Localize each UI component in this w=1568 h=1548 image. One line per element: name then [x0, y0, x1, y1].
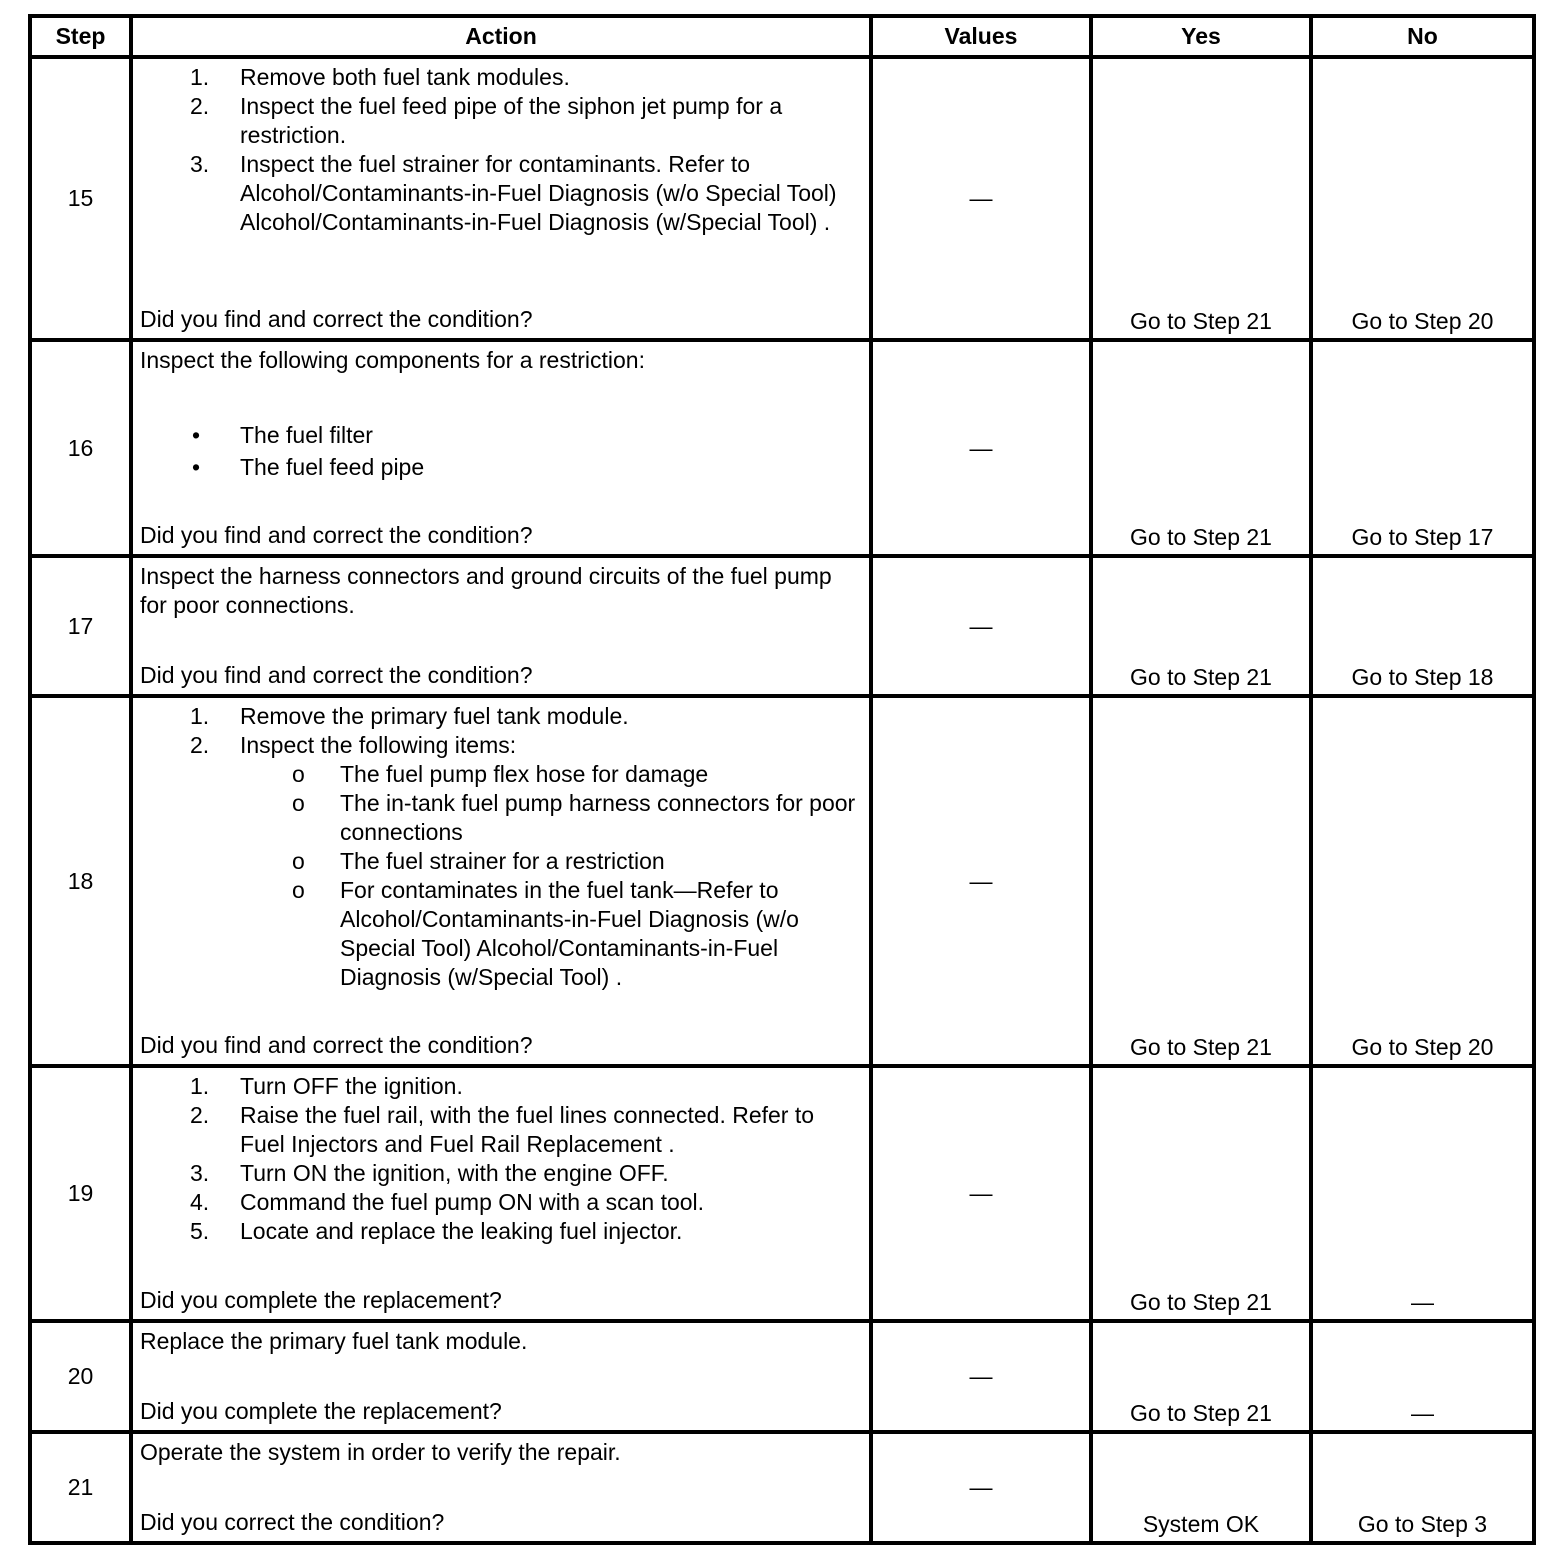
- list-item: • The fuel filter: [192, 422, 373, 448]
- list-item: 2. Inspect the fuel feed pipe of the siphon jet pump for a restriction.: [190, 93, 783, 148]
- sub-list-item: o The fuel strainer for a restriction: [292, 848, 665, 874]
- header-action: Action: [131, 16, 871, 57]
- table-row: [30, 340, 1534, 556]
- question-text: Did you find and correct the condition?: [140, 662, 533, 688]
- header-values: Values: [871, 16, 1091, 57]
- action-cell: [131, 57, 871, 340]
- values-cell: —: [871, 57, 1091, 340]
- step-number: 18: [30, 696, 131, 1066]
- action-intro: Inspect the following components for a restriction:: [140, 347, 645, 373]
- action-cell: [131, 340, 871, 556]
- list-item: 1. Remove both fuel tank modules.: [190, 64, 570, 90]
- table-row: [30, 556, 1534, 696]
- no-cell: Go to Step 3: [1311, 1432, 1534, 1543]
- list-item: 5. Locate and replace the leaking fuel injector.: [190, 1218, 683, 1244]
- values-cell: —: [871, 1321, 1091, 1432]
- no-cell: —: [1311, 1321, 1534, 1432]
- step-number: 17: [30, 556, 131, 696]
- step-number: 19: [30, 1066, 131, 1321]
- yes-cell: System OK: [1091, 1432, 1311, 1543]
- question-text: Did you correct the condition?: [140, 1509, 445, 1535]
- table-row: [30, 57, 1534, 340]
- action-cell: [131, 1066, 871, 1321]
- list-item: 2. Inspect the following items:: [190, 732, 517, 758]
- values-cell: —: [871, 1432, 1091, 1543]
- yes-cell: Go to Step 21: [1091, 57, 1311, 340]
- values-cell: —: [871, 340, 1091, 556]
- sub-list-item: o For contaminates in the fuel tank—Refer to Alcohol/Contaminants-in-Fuel Diagnosis (w/o Special Tool) Alcohol/Contaminants-in-Fuel Diagnosis (w/Special Tool) .: [292, 877, 799, 990]
- values-cell: —: [871, 556, 1091, 696]
- action-intro: Operate the system in order to verify the repair.: [140, 1439, 621, 1465]
- table-row: [30, 696, 1534, 1066]
- table-row: [30, 1321, 1534, 1432]
- header-step: Step: [30, 16, 131, 57]
- yes-cell: Go to Step 21: [1091, 696, 1311, 1066]
- no-cell: Go to Step 18: [1311, 556, 1534, 696]
- list-item: • The fuel feed pipe: [192, 454, 425, 480]
- step-number: 20: [30, 1321, 131, 1432]
- values-cell: —: [871, 1066, 1091, 1321]
- yes-cell: Go to Step 21: [1091, 340, 1311, 556]
- diagnostic-table: [28, 14, 1536, 1545]
- sub-list-item: o The in-tank fuel pump harness connectors for poor connections: [292, 790, 856, 845]
- values-cell: —: [871, 696, 1091, 1066]
- question-text: Did you find and correct the condition?: [140, 1032, 533, 1058]
- header-yes: Yes: [1091, 16, 1311, 57]
- question-text: Did you find and correct the condition?: [140, 306, 533, 332]
- action-cell: [131, 696, 871, 1066]
- step-number: 16: [30, 340, 131, 556]
- list-item: 1. Turn OFF the ignition.: [190, 1073, 463, 1099]
- no-cell: Go to Step 20: [1311, 696, 1534, 1066]
- no-cell: Go to Step 20: [1311, 57, 1534, 340]
- header-no: No: [1311, 16, 1534, 57]
- sub-list-item: o The fuel pump flex hose for damage: [292, 761, 709, 787]
- list-item: 2. Raise the fuel rail, with the fuel lines connected. Refer to Fuel Injectors and Fuel Rail Replacement .: [190, 1102, 815, 1157]
- table-row: [30, 1066, 1534, 1321]
- question-text: Did you complete the replacement?: [140, 1287, 502, 1313]
- step-number: 15: [30, 57, 131, 340]
- table-row: [30, 1432, 1534, 1543]
- yes-cell: Go to Step 21: [1091, 1321, 1311, 1432]
- yes-cell: Go to Step 21: [1091, 1066, 1311, 1321]
- action-cell: [131, 556, 871, 696]
- action-cell: [131, 1432, 871, 1543]
- no-cell: —: [1311, 1066, 1534, 1321]
- list-item: 4. Command the fuel pump ON with a scan tool.: [190, 1189, 705, 1215]
- no-cell: Go to Step 17: [1311, 340, 1534, 556]
- step-number: 21: [30, 1432, 131, 1543]
- list-item: 3. Inspect the fuel strainer for contaminants. Refer to Alcohol/Contaminants-in-Fuel Diagnosis (w/o Special Tool) Alcohol/Contaminants-in-Fuel Diagnosis (w/Special Tool) .: [190, 151, 837, 235]
- action-intro: Replace the primary fuel tank module.: [140, 1328, 528, 1354]
- question-text: Did you find and correct the condition?: [140, 522, 533, 548]
- action-cell: [131, 1321, 871, 1432]
- question-text: Did you complete the replacement?: [140, 1398, 502, 1424]
- list-item: 3. Turn ON the ignition, with the engine OFF.: [190, 1160, 669, 1186]
- header-row: [30, 16, 1534, 57]
- list-item: 1. Remove the primary fuel tank module.: [190, 703, 629, 729]
- yes-cell: Go to Step 21: [1091, 556, 1311, 696]
- action-intro: Inspect the harness connectors and ground circuits of the fuel pump for poor connections.: [140, 563, 832, 618]
